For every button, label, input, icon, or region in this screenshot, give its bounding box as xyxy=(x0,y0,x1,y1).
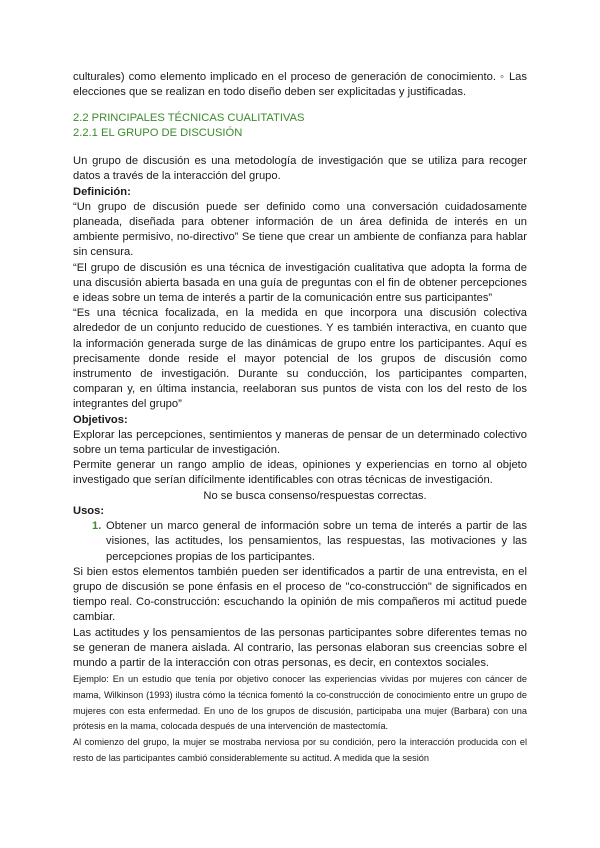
document-page xyxy=(73,70,527,671)
intro-paragraph: culturales) como elemento implicado en el proceso de generación de conocimiento. ◦ Las elecciones que se realizan en todo diseño deben ser explicitadas y justificadas. xyxy=(73,71,527,99)
uses-list-text: Obtener un marco general de información sobre un tema de interés a partir de las visiones, las actitudes, los pensamientos, las respuestas, las motivaciones y las percepciones propias de los participantes. xyxy=(106,520,527,563)
objective-1: Explorar las percepciones, sentimientos y maneras de pensar de un determinado colectivo sobre un tema particular de investigación. xyxy=(73,428,527,457)
example-paragraph-2: Al comienzo del grupo, la mujer se mostraba nerviosa por su condición, pero la interacción producida con el resto de las participantes cambió considerablemente su actitud. A medida que la sesión xyxy=(73,737,527,763)
example-box xyxy=(73,672,527,767)
objectives-label: Objetivos: xyxy=(73,413,128,426)
uses-list-number: 1. xyxy=(92,520,102,533)
example-paragraph-1: Ejemplo: En un estudio que tenía por objetivo conocer las experiencias vividas por mujeres con cáncer de mama, Wilkinson (1993) ilustra cómo la técnica fomentó la co-construcción de conocimiento entre un grupo de mujeres con esta enfermedad. En uno de los grupos de discusión, participaba una mujer (Barbara) con una prótesis en la mama, colocada después de una intervención de mastectomía. xyxy=(73,674,527,732)
section-heading: 2.2 PRINCIPALES TÉCNICAS CUALITATIVAS xyxy=(73,112,305,125)
definition-quote-1: “Un grupo de discusión puede ser definido como una conversación cuidadosamente planeada, diseñada para obtener información de un área definida de interés en un ambiente permisivo, no-directivo” Se tiene que crear un ambiente de confianza para hablar sin censura. xyxy=(73,200,527,259)
objective-note: No se busca consenso/respuestas correctas. xyxy=(203,489,427,502)
uses-label: Usos: xyxy=(73,504,105,517)
intro-definition-paragraph: Un grupo de discusión es una metodología de investigación que se utiliza para recoger datos a través de la interacción del grupo. xyxy=(73,155,527,183)
definition-label: Definición: xyxy=(73,185,131,198)
uses-list-item xyxy=(92,519,527,565)
subsection-heading: 2.2.1 EL GRUPO DE DISCUSIÓN xyxy=(73,126,243,139)
coconstruction-paragraph: Si bien estos elementos también pueden ser identificados a partir de una entrevista, en el grupo de discusión se pone énfasis en el proceso de "co-construcción" de significados en tiempo real. Co-construcción: escuchando la opinión de mis compañeros mi actitud puede cambiar. xyxy=(73,565,527,624)
definition-quote-3: “Es una técnica focalizada, en la medida en que incorpora una discusión colectiva alrededor de un conjunto reducido de cuestiones. Y es también interactiva, en cuanto que la información generada surge de las dinámicas de grupo entre los participantes. Aquí es precisamente donde reside el mayor potencial de los grupos de discusión como instrumento de investigación. Durante su conducción, los participantes comparten, comparan y, en última instancia, reelaboran sus puntos de vista con los del resto de los integrantes del grupo” xyxy=(73,307,527,411)
definition-quote-2: “El grupo de discusión es una técnica de investigación cualitativa que adopta la forma de una discusión abierta basada en una guía de preguntas con el fin de obtener percepciones e ideas sobre un tema de interés a partir de la comunicación entre sus participantes” xyxy=(73,261,527,305)
objective-2: Permite generar un rango amplio de ideas, opiniones y experiencias en torno al objeto investigado que serían difícilmente identificables con otras técnicas de investigación. xyxy=(73,459,527,487)
attitudes-paragraph: Las actitudes y los pensamientos de las personas participantes sobre diferentes temas no se generan de manera aislada. Al contrario, las personas elaboran sus creencias sobre el mundo a partir de la interacción con otras personas, es decir, en contextos sociales. xyxy=(73,626,527,669)
